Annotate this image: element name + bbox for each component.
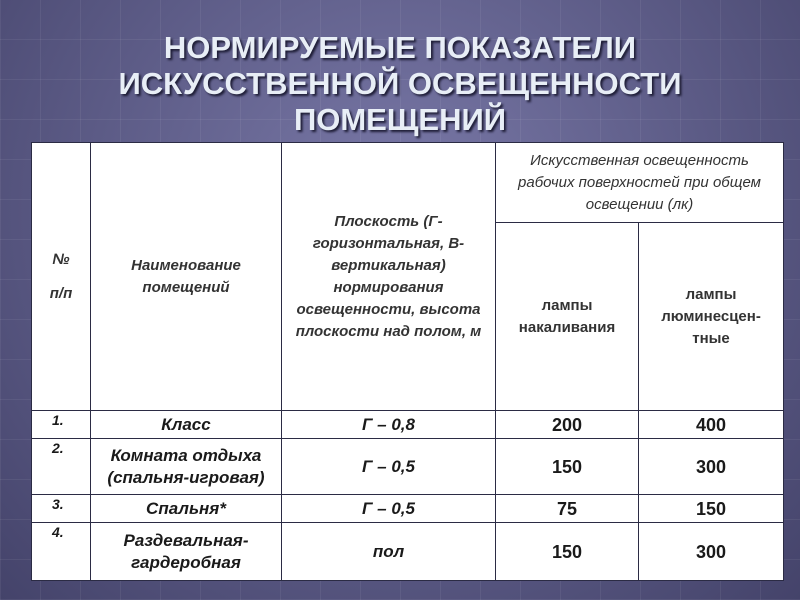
row-number: 3.: [32, 495, 91, 523]
room-name: Комната отдыха (спальня-игровая): [91, 439, 282, 495]
room-name: Раздевальная-гардеробная: [91, 523, 282, 581]
lighting-norms-table: [31, 142, 784, 581]
fluorescent-lux: 400: [639, 411, 784, 439]
row-number: 2.: [32, 439, 91, 495]
slide-title: [0, 30, 800, 138]
header-fluorescent: лампы люминесцен-тные: [639, 223, 784, 411]
row-number: 1.: [32, 411, 91, 439]
plane-value: Г – 0,5: [282, 439, 496, 495]
header-number: [32, 143, 91, 411]
table-row: [32, 495, 784, 523]
slide-title-line-1: НОРМИРУЕМЫЕ ПОКАЗАТЕЛИ: [163, 30, 637, 65]
slide-title-line-3: ПОМЕЩЕНИЙ: [293, 102, 507, 137]
fluorescent-lux: 300: [639, 439, 784, 495]
header-illuminance: Искусственная освещенность рабочих поверхностей при общем освещении (лк): [496, 143, 784, 223]
table-header-row: [32, 143, 784, 223]
room-name: Класс: [91, 411, 282, 439]
header-incandescent: лампы накаливания: [496, 223, 639, 411]
room-name: Спальня*: [91, 495, 282, 523]
header-plane: Плоскость (Г-горизонтальная, В-вертикальная) нормирования освещенности, высота плоскости над полом, м: [282, 143, 496, 411]
header-room-name: Наименование помещений: [91, 143, 282, 411]
header-number-sign: №: [52, 250, 70, 268]
table-row: [32, 523, 784, 581]
plane-value: пол: [282, 523, 496, 581]
incandescent-lux: 200: [496, 411, 639, 439]
incandescent-lux: 150: [496, 439, 639, 495]
incandescent-lux: 150: [496, 523, 639, 581]
fluorescent-lux: 300: [639, 523, 784, 581]
table-row: [32, 439, 784, 495]
row-number: 4.: [32, 523, 91, 581]
table-row: [32, 411, 784, 439]
plane-value: Г – 0,5: [282, 495, 496, 523]
plane-value: Г – 0,8: [282, 411, 496, 439]
incandescent-lux: 75: [496, 495, 639, 523]
fluorescent-lux: 150: [639, 495, 784, 523]
header-number-abbr: п/п: [49, 284, 73, 302]
slide-title-line-2: ИСКУССТВЕННОЙ ОСВЕЩЕННОСТИ: [118, 66, 682, 101]
